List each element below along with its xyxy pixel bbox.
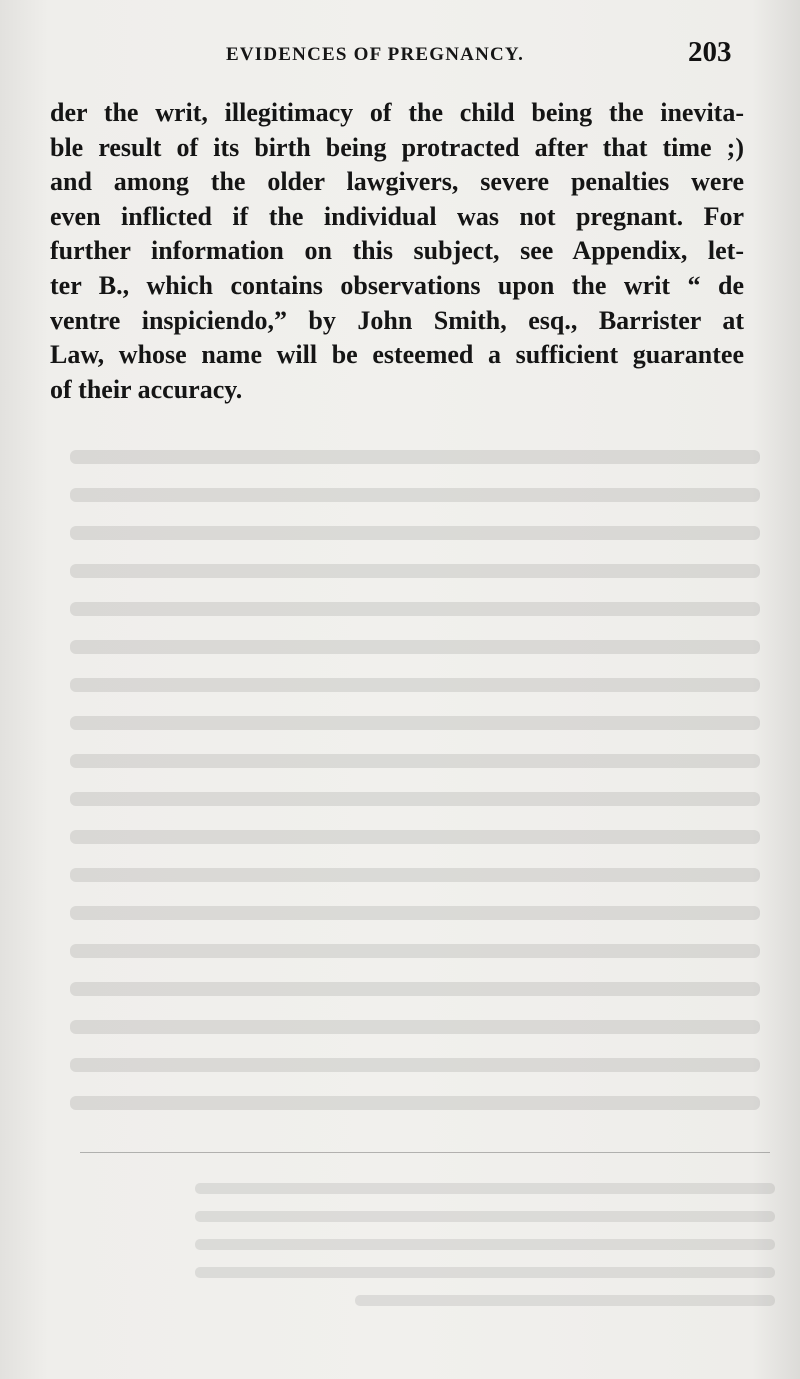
- bleed-through-footnote-texture: [175, 1175, 775, 1333]
- running-header: EVIDENCES OF PREGNANCY.: [226, 44, 525, 65]
- bleed-through-lines: [60, 440, 760, 1120]
- text-line: ventre inspiciendo,” by John Smith, esq., Barrister at: [50, 305, 744, 335]
- text-line: and among the older lawgivers, severe penalties were: [50, 167, 744, 197]
- text-line: der the writ, illegitimacy of the child being the inevita-: [50, 98, 744, 127]
- bleed-through-footnote-lines: [175, 1175, 775, 1325]
- text-line: further information on this subject, see Appendix, let-: [50, 236, 744, 266]
- text-line: of their accuracy.: [50, 374, 243, 404]
- page-number: 203: [688, 36, 732, 68]
- text-line: Law, whose name will be esteemed a sufficient guarantee: [50, 340, 744, 370]
- body-paragraph: [50, 96, 744, 407]
- text-line: even inflicted if the individual was not pregnant. For: [50, 201, 744, 231]
- text-line: ter B., which contains observations upon the writ “ de: [50, 270, 744, 300]
- bleed-through-rule: [80, 1152, 770, 1153]
- bleed-through-texture: [60, 440, 760, 1131]
- text-line: ble result of its birth being protracted after that time ;): [50, 132, 744, 162]
